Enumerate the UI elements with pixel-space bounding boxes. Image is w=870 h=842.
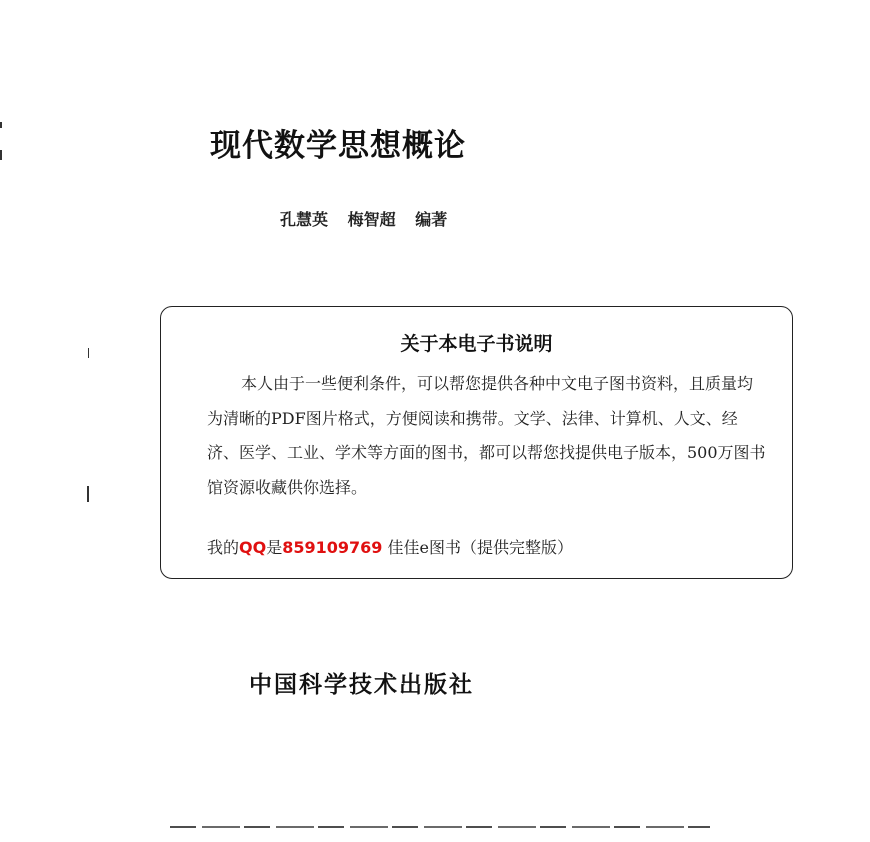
ebook-notice-box xyxy=(160,306,793,579)
notice-heading: 关于本电子书说明 xyxy=(400,333,553,355)
notice-body-paragraph xyxy=(207,367,767,505)
author-2: 梅智超 xyxy=(347,210,396,229)
author-role: 编著 xyxy=(415,210,448,229)
contact-qq-label: QQ xyxy=(239,538,267,557)
scan-artifact-left-4 xyxy=(87,486,89,502)
book-title: 现代数学思想概论 xyxy=(210,128,466,164)
contact-qq-number: 859109769 xyxy=(282,538,383,557)
contact-suffix: 佳佳e图书（提供完整版） xyxy=(382,538,573,557)
contact-is: 是 xyxy=(266,538,283,557)
contact-prefix: 我的 xyxy=(207,538,240,557)
notice-body-text: 本人由于一些便利条件，可以帮您提供各种中文电子图书资料，且质量均为清晰的PDF图片格式，方便阅读和携带。文学、法律、计算机、人文、经济、医学、工业、学术等方面的图书，都可以帮您找提供电子版本，500万图书馆资源收藏供你选择。 xyxy=(207,374,766,497)
publisher-name: 中国科学技术出版社 xyxy=(249,671,474,698)
authors-line xyxy=(280,207,461,230)
scan-artifact-left-3 xyxy=(88,348,89,358)
scan-bottom-rule xyxy=(170,826,710,828)
notice-contact-line xyxy=(207,535,573,558)
scan-artifact-left-1 xyxy=(0,122,2,128)
author-1: 孔慧英 xyxy=(280,210,329,229)
scan-artifact-left-2 xyxy=(0,150,2,160)
